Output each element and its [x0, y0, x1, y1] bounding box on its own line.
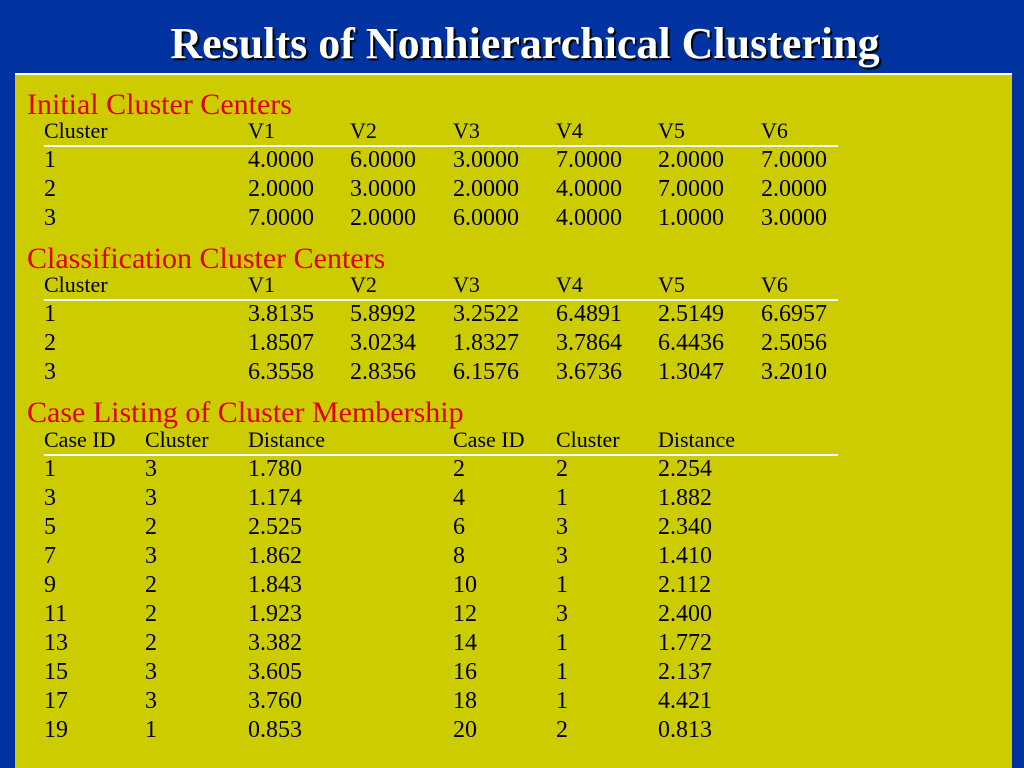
table-cell: 2 — [145, 572, 157, 598]
table-cell: 13 — [44, 630, 68, 656]
table-cell: 3 — [145, 659, 157, 685]
table-cell: 2.0000 — [248, 176, 314, 202]
table-cell: 2.5149 — [658, 301, 724, 327]
table-cell: 2 — [145, 630, 157, 656]
table-cell: 1 — [145, 717, 157, 743]
table-cell: 3.8135 — [248, 301, 314, 327]
table-cell: 1.3047 — [658, 359, 724, 385]
table-cell: 20 — [453, 717, 477, 743]
classification-centers-heading: Classification Cluster Centers — [27, 242, 386, 275]
column-header: V1 — [248, 272, 275, 297]
table-cell: 3 — [145, 456, 157, 482]
column-header: Cluster — [44, 118, 108, 143]
table-cell: 3.382 — [248, 630, 302, 656]
table-cell: 1 — [44, 456, 56, 482]
table-row — [15, 716, 1005, 745]
table-cell: 2 — [145, 514, 157, 540]
initial-centers-heading: Initial Cluster Centers — [27, 88, 292, 121]
table-cell: 4.421 — [658, 688, 712, 714]
table-row — [15, 484, 1005, 513]
column-header: V4 — [556, 272, 583, 297]
column-header: Case ID — [44, 427, 116, 452]
table-cell: 6.6957 — [761, 301, 827, 327]
table-cell: 1.174 — [248, 485, 302, 511]
table-cell: 1.772 — [658, 630, 712, 656]
table-cell: 4.0000 — [556, 176, 622, 202]
table-cell: 3.2010 — [761, 359, 827, 385]
column-header: V6 — [761, 118, 788, 143]
table-cell: 19 — [44, 717, 68, 743]
table-cell: 3 — [145, 688, 157, 714]
table-cell: 1.0000 — [658, 205, 724, 231]
column-header: V3 — [453, 118, 480, 143]
table-cell: 4 — [453, 485, 465, 511]
table-row — [15, 358, 1005, 387]
table-cell: 1 — [556, 659, 568, 685]
table-cell: 6.4436 — [658, 330, 724, 356]
table-header-row — [15, 427, 1005, 456]
table-row — [15, 629, 1005, 658]
table-cell: 3.0000 — [453, 147, 519, 173]
table-cell: 12 — [453, 601, 477, 627]
table-header-row — [15, 118, 1005, 147]
table-cell: 1.8327 — [453, 330, 519, 356]
table-cell: 2 — [556, 456, 568, 482]
table-cell: 3.6736 — [556, 359, 622, 385]
table-cell: 2.254 — [658, 456, 712, 482]
table-row — [15, 204, 1005, 233]
table-cell: 2.0000 — [658, 147, 724, 173]
table-cell: 11 — [44, 601, 68, 627]
table-cell: 7.0000 — [761, 147, 827, 173]
table-cell: 1.780 — [248, 456, 302, 482]
column-header: Cluster — [145, 427, 209, 452]
table-cell: 1 — [556, 688, 568, 714]
table-cell: 3 — [44, 205, 56, 231]
table-cell: 1.862 — [248, 543, 302, 569]
table-cell: 1.843 — [248, 572, 302, 598]
table-cell: 2.525 — [248, 514, 302, 540]
table-cell: 3.0234 — [350, 330, 416, 356]
table-cell: 3.7864 — [556, 330, 622, 356]
table-cell: 17 — [44, 688, 68, 714]
column-header: V6 — [761, 272, 788, 297]
table-cell: 2.137 — [658, 659, 712, 685]
table-cell: 2.8356 — [350, 359, 416, 385]
table-cell: 2 — [44, 176, 56, 202]
table-cell: 14 — [453, 630, 477, 656]
slide-title: Results of Nonhierarchical Clustering — [170, 19, 880, 68]
table-cell: 4.0000 — [556, 205, 622, 231]
table-cell: 6.0000 — [350, 147, 416, 173]
table-row — [15, 455, 1005, 484]
table-cell: 3 — [556, 543, 568, 569]
table-cell: 6.3558 — [248, 359, 314, 385]
column-header: Cluster — [44, 272, 108, 297]
table-row — [15, 513, 1005, 542]
table-cell: 2 — [453, 456, 465, 482]
table-cell: 3.605 — [248, 659, 302, 685]
table-cell: 2.0000 — [761, 176, 827, 202]
table-cell: 1 — [556, 572, 568, 598]
table-cell: 7.0000 — [556, 147, 622, 173]
column-header: V2 — [350, 118, 377, 143]
table-row — [15, 600, 1005, 629]
table-cell: 1.923 — [248, 601, 302, 627]
table-cell: 2.0000 — [350, 205, 416, 231]
table-header-row — [15, 272, 1005, 301]
table-row — [15, 329, 1005, 358]
table-cell: 2 — [44, 330, 56, 356]
table-cell: 7 — [44, 543, 56, 569]
table-cell: 0.813 — [658, 717, 712, 743]
table-cell: 2.340 — [658, 514, 712, 540]
column-header: Distance — [658, 427, 735, 452]
column-header: Distance — [248, 427, 325, 452]
table-cell: 4.0000 — [248, 147, 314, 173]
table-cell: 6.1576 — [453, 359, 519, 385]
table-cell: 3 — [145, 485, 157, 511]
table-cell: 1 — [556, 630, 568, 656]
table-cell: 2 — [556, 717, 568, 743]
table-cell: 7.0000 — [658, 176, 724, 202]
table-cell: 3.760 — [248, 688, 302, 714]
table-cell: 3.0000 — [350, 176, 416, 202]
table-cell: 2.0000 — [453, 176, 519, 202]
table-cell: 16 — [453, 659, 477, 685]
table-cell: 1 — [44, 147, 56, 173]
table-cell: 15 — [44, 659, 68, 685]
column-header: V2 — [350, 272, 377, 297]
membership-heading: Case Listing of Cluster Membership — [27, 396, 464, 429]
table-cell: 3 — [44, 485, 56, 511]
table-cell: 3 — [44, 359, 56, 385]
column-header: V4 — [556, 118, 583, 143]
table-cell: 0.853 — [248, 717, 302, 743]
table-cell: 8 — [453, 543, 465, 569]
table-cell: 1.882 — [658, 485, 712, 511]
table-cell: 10 — [453, 572, 477, 598]
table-cell: 6.4891 — [556, 301, 622, 327]
table-row — [15, 542, 1005, 571]
table-cell: 18 — [453, 688, 477, 714]
column-header: Case ID — [453, 427, 525, 452]
table-cell: 7.0000 — [248, 205, 314, 231]
table-row — [15, 300, 1005, 329]
table-cell: 6.0000 — [453, 205, 519, 231]
table-cell: 3.0000 — [761, 205, 827, 231]
table-cell: 3 — [145, 543, 157, 569]
column-header: V1 — [248, 118, 275, 143]
table-cell: 2.112 — [658, 572, 712, 598]
table-cell: 6 — [453, 514, 465, 540]
column-header: V5 — [658, 118, 685, 143]
table-row — [15, 146, 1005, 175]
column-header: Cluster — [556, 427, 620, 452]
table-row — [15, 658, 1005, 687]
table-cell: 1 — [44, 301, 56, 327]
table-row — [15, 687, 1005, 716]
table-cell: 2 — [145, 601, 157, 627]
table-cell: 1.8507 — [248, 330, 314, 356]
table-row — [15, 175, 1005, 204]
table-cell: 2.5056 — [761, 330, 827, 356]
table-cell: 3 — [556, 601, 568, 627]
table-cell: 3 — [556, 514, 568, 540]
table-cell: 5 — [44, 514, 56, 540]
table-row — [15, 571, 1005, 600]
table-cell: 9 — [44, 572, 56, 598]
column-header: V3 — [453, 272, 480, 297]
table-cell: 5.8992 — [350, 301, 416, 327]
column-header: V5 — [658, 272, 685, 297]
table-cell: 1.410 — [658, 543, 712, 569]
content-panel — [15, 73, 1012, 768]
table-cell: 1 — [556, 485, 568, 511]
table-cell: 2.400 — [658, 601, 712, 627]
table-cell: 3.2522 — [453, 301, 519, 327]
